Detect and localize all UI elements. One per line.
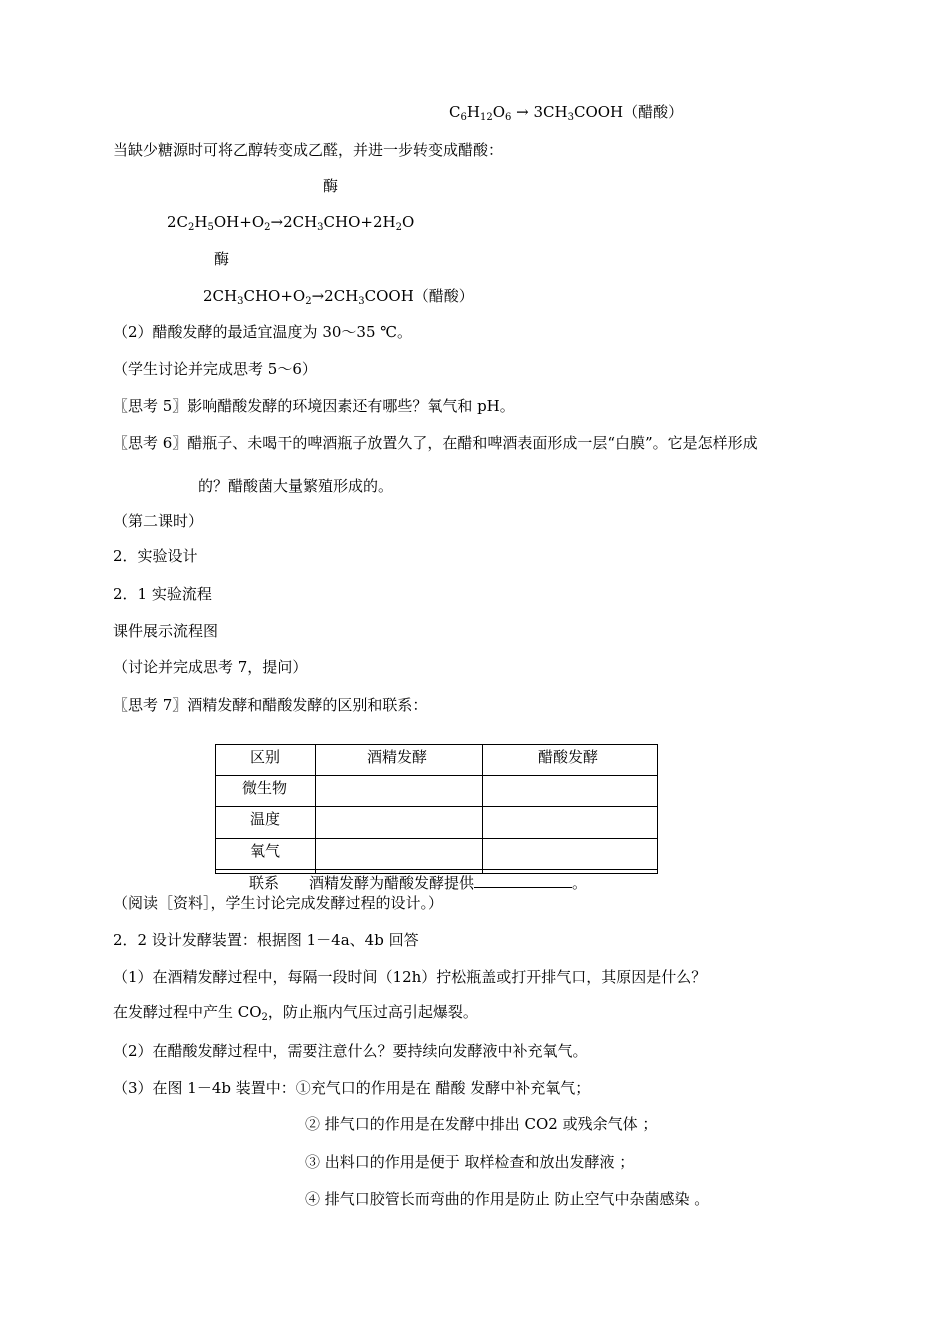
text-discuss-7: （讨论并完成思考 7，提问） — [113, 658, 308, 676]
text-second-class: （第二课时） — [113, 512, 204, 530]
text-question-3-item-2: ② 排气口的作用是在发酵中排出 CO2 或残余气体 ； — [305, 1115, 658, 1133]
text-question-3-item-4: ④ 排气口胶管长而弯曲的作用是防止 防止空气中杂菌感染 。 — [305, 1190, 710, 1208]
heading-fermentation-device: 2．2 设计发酵装置：根据图 1－4a、4b 回答 — [113, 931, 419, 949]
equation-acetaldehyde-to-acetic: $2CH_3CHO+O_2\to 2CH_3COOH$（醋酸） — [203, 287, 474, 307]
heading-experiment-design: 2．实验设计 — [113, 547, 198, 565]
enzyme-label-1: 酶 — [323, 177, 339, 195]
text-sugar-shortage: 当缺少糖源时可将乙醇转变成乙醛，并进一步转变成醋酸： — [113, 141, 504, 159]
equation-ethanol-to-acetaldehyde: $2C_2H_5OH+O_2\to 2CH_3CHO+2H_2O$ — [167, 213, 415, 233]
text-question-2: （2）在醋酸发酵过程中，需要注意什么？要持续向发酵液中补充氧气。 — [113, 1042, 588, 1060]
text-answer-1: 在发酵过程中产生 $CO_2$，防止瓶内气压过高引起爆裂。 — [113, 1003, 478, 1023]
heading-experiment-flow: 2．1 实验流程 — [113, 585, 212, 603]
text-question-1: （1）在酒精发酵过程中，每隔一段时间（12h）拧松瓶盖或打开排气口，其原因是什么？ — [113, 968, 707, 986]
comparison-table — [215, 744, 658, 874]
table-divider — [315, 745, 316, 873]
link-text: 酒精发酵为醋酸发酵提供 — [309, 874, 475, 892]
text-question-3-item-3: ③ 出料口的作用是便于 取样检查和放出发酵液 ； — [305, 1153, 635, 1171]
text-think-6-line-1: 〖思考 6〗醋瓶子、未喝干的啤酒瓶子放置久了，在醋和啤酒表面形成一层“白膜”。它是怎样形成 — [113, 434, 758, 452]
text-think-6-line-2: 的？醋酸菌大量繁殖形成的。 — [198, 477, 394, 495]
equation-glucose-to-acetic: $C_6H_{12}O_6$ → $3CH_3COOH$（醋酸） — [449, 103, 684, 123]
table-header-alcohol: 酒精发酵 — [367, 748, 428, 766]
table-header-acetic: 醋酸发酵 — [538, 748, 599, 766]
table-row-microbe: 微生物 — [242, 779, 288, 797]
link-label: 联系 — [249, 874, 280, 892]
table-row-oxygen: 氧气 — [250, 842, 281, 860]
text-discuss-5-6: （学生讨论并完成思考 5～6） — [113, 360, 317, 378]
table-header-difference: 区别 — [250, 748, 281, 766]
text-question-3: （3）在图 1－4b 装置中：①充气口的作用是在 醋酸 发酵中补充氧气； — [113, 1079, 591, 1097]
text-optimal-temperature: （2）醋酸发酵的最适宜温度为 30～35 ℃。 — [113, 323, 413, 341]
text-courseware-flowchart: 课件展示流程图 — [113, 622, 219, 640]
text-read-material: （阅读［资料］，学生讨论完成发酵过程的设计。） — [113, 894, 444, 912]
table-row-link: 联系 酒精发酵为醋酸发酵提供 。 — [249, 874, 588, 892]
text-think-7: 〖思考 7〗酒精发酵和醋酸发酵的区别和联系： — [113, 696, 428, 714]
text-think-5: 〖思考 5〗影响醋酸发酵的环境因素还有哪些？氧气和 pH。 — [113, 397, 515, 415]
fill-blank — [474, 872, 572, 888]
table-divider — [482, 745, 483, 873]
enzyme-label-2: 酶 — [214, 250, 230, 268]
table-row-temperature: 温度 — [250, 810, 281, 828]
